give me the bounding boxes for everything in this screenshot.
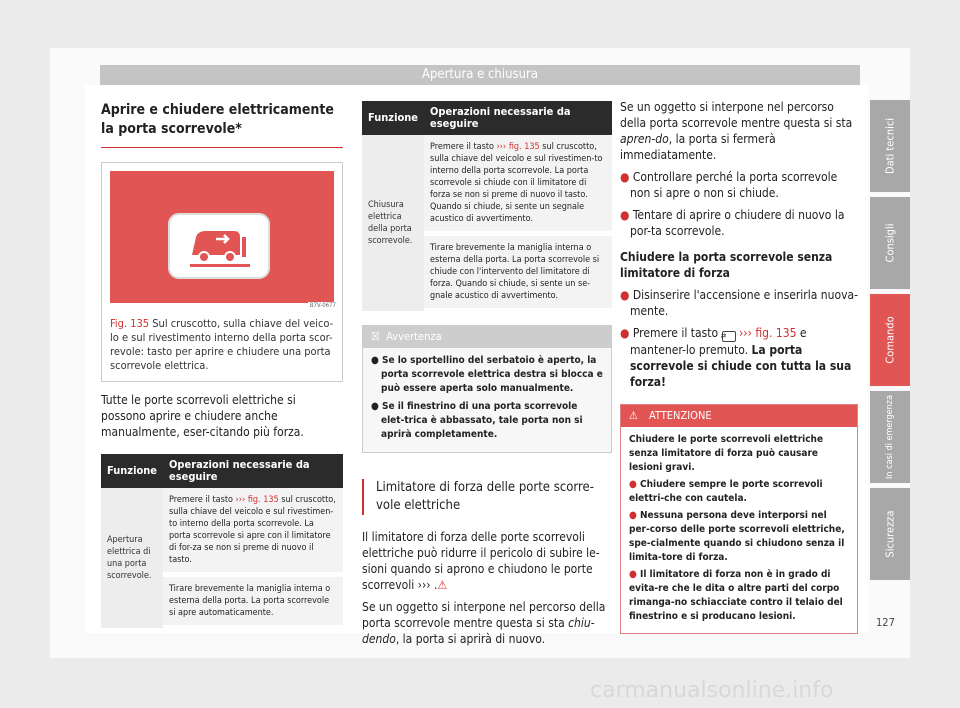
bullet-icon: ● xyxy=(620,208,630,222)
sidebar-tab-emergenza[interactable]: In casi di emergenza xyxy=(870,391,910,483)
open-table xyxy=(101,454,343,630)
figure-code: B7V-0677 xyxy=(309,302,336,309)
note-item: ● Se lo sportellino del serbatoio è aperto, la porta scorrevole elettrica destra si blocca e può essere aperta solo manualmente. xyxy=(371,355,603,394)
warning-item: ● Nessuna persona deve interporsi nel per-corso delle porte scorrevoli elettriche, spe-cialmente quando si chiudono senza il limita-tore di forza. xyxy=(629,510,845,563)
intro-paragraph: Tutte le porte scorrevoli elettriche si possono aprire e chiudere anche manualmente, eser-citando più forza. xyxy=(101,393,304,439)
figure-link[interactable]: ››› fig. 135 xyxy=(496,142,540,152)
note-box xyxy=(362,325,612,453)
warning-box xyxy=(620,404,858,634)
watermark: carmanualsonline.info xyxy=(590,678,834,703)
figure-link[interactable]: ››› fig. 135 xyxy=(235,495,279,505)
warning-triangle-icon: ⚠ xyxy=(437,578,448,592)
table-header-operations: Operazioni necessarie da eseguire xyxy=(163,454,343,488)
figure-135 xyxy=(101,162,343,382)
page-header: Apertura e chiusura xyxy=(100,65,860,85)
warning-triangle-icon: ⚠ xyxy=(629,409,638,422)
operation-cell xyxy=(163,488,343,575)
note-title: Avvertenza xyxy=(386,330,442,343)
op-text: sul cruscotto, sulla chiave del veicolo e sul rivestimen-to interno della porta scorrevole. La porta scorrevole si chiude con il limitatore di forza se non si preme di nuovo il tasto. Quando si chiude, si sente un segnale acustico di avvertimento. xyxy=(430,142,603,224)
page-number: 127 xyxy=(876,616,895,629)
limiter-paragraph: Il limitatore di forza delle porte scorrevoli elettriche può ridurre il pericolo di subire le-sioni quando si aprono e chiudono le porte scorrevoli ››› .⚠ xyxy=(362,530,600,592)
operation-cell xyxy=(424,135,612,234)
sliding-door-button-image xyxy=(110,171,336,309)
operation-cell: Tirare brevemente la maniglia interna o esterna della porta. La porta scorrevole si apre automaticamente. xyxy=(163,575,343,628)
table-header-function: Funzione xyxy=(101,454,163,488)
bullet-item: ● Tentare di aprire o chiudere di nuovo la por-ta scorrevole. xyxy=(620,208,845,238)
warning-header xyxy=(621,405,857,427)
figure-link[interactable]: ››› fig. 135 xyxy=(738,326,797,340)
operation-cell: Tirare brevemente la maniglia interna o esterna della porta. La porta scorrevole si chiude con l'intervento del limitatore di forza. Quando si chiude, si sente un se-gnale acustico di avvertimento. xyxy=(424,234,612,311)
bullet-icon: ● xyxy=(620,170,630,184)
note-header xyxy=(363,326,611,348)
sliding-door-button xyxy=(168,213,270,279)
sliding-door-van-icon xyxy=(188,225,252,269)
note-icon: ☒ xyxy=(371,330,380,343)
column-3 xyxy=(620,85,858,634)
figure-number: Fig. 135 xyxy=(110,317,150,330)
bullet-item: ● Controllare perché la porta scorrevole non si apre o non si chiude. xyxy=(620,170,838,200)
op-text: sul cruscotto, sulla chiave del veicolo e sul rivestimen-to interno della porta scorrevole. La porta scorrevole si apre con il limitatore di for-za se non si preme di nuovo il tasto. xyxy=(169,495,336,565)
op-text: Premere il tasto xyxy=(169,495,236,505)
subsection-title: Limitatore di forza delle porte scorre-vole elettriche xyxy=(362,479,612,515)
note-list xyxy=(363,348,611,452)
sidebar-tab-dati-tecnici[interactable]: Dati tecnici xyxy=(870,100,910,192)
table-header-operations: Operazioni necessarie da eseguire xyxy=(424,101,612,135)
bullet-item: ● Premere il tasto ⇄ ››› fig. 135 e mantener-lo premuto. La porta scorrevole si chiude con tutta la sua forza! xyxy=(620,326,852,389)
section-title: Aprire e chiudere elettricamente la porta scorrevole* xyxy=(101,101,343,148)
function-cell: Chiusura elettrica della porta scorrevole. xyxy=(362,135,424,311)
note-item: ● Se il finestrino di una porta scorrevole elet-trica è abbassato, tale porta non si aprirà completamente. xyxy=(371,401,583,440)
table-header-function: Funzione xyxy=(362,101,424,135)
caption-text: Sul cruscotto, sulla chiave del veico-lo e sul rivestimento interno della porta scor-revole: tasto per aprire e chiudere una porta scorrevole elettrica. xyxy=(110,317,334,372)
door-key-icon: ⇄ xyxy=(722,331,736,342)
bullet-icon: ● xyxy=(620,326,630,340)
sidebar-tab-sicurezza[interactable]: Sicurezza xyxy=(870,488,910,580)
warning-item: ● Il limitatore di forza non è in grado di evita-re che le dita o altre parti del corpo rimanga-no schiacciate contro il telaio del finestrino e si producano lesioni. xyxy=(629,569,843,622)
warning-title: ATTENZIONE xyxy=(649,409,712,422)
op-text: Premere il tasto xyxy=(430,142,497,152)
sidebar-tab-comando[interactable]: Comando xyxy=(870,294,910,386)
warning-item: ● Chiudere sempre le porte scorrevoli elettri-che con cautela. xyxy=(629,479,823,504)
figure-caption xyxy=(110,317,334,373)
bullet-item: ● Disinserire l'accensione e inserirla nuova-mente. xyxy=(620,288,858,318)
function-cell: Apertura elettrica di una porta scorrevole. xyxy=(101,488,163,628)
bullet-icon: ● xyxy=(620,288,630,302)
warning-lead: Chiudere le porte scorrevoli elettriche senza limitatore di forza può causare lesioni gravi. xyxy=(629,434,824,473)
content-area xyxy=(85,85,868,646)
opening-paragraph: Se un oggetto si interpone nel percorso della porta scorrevole mentre questa si sta apren-do, la porta si fermerà immediatamente. xyxy=(620,100,853,162)
bold-heading: Chiudere la porta scorrevole senza limitatore di forza xyxy=(620,250,833,280)
column-1 xyxy=(101,85,343,630)
closing-paragraph: Se un oggetto si interpone nel percorso della porta scorrevole mentre questa si sta chiu-dendo, la porta si aprirà di nuovo. xyxy=(362,600,606,646)
column-2 xyxy=(362,85,612,647)
warning-body xyxy=(621,427,857,633)
close-table xyxy=(362,101,612,313)
sidebar-tab-consigli[interactable]: Consigli xyxy=(870,197,910,289)
